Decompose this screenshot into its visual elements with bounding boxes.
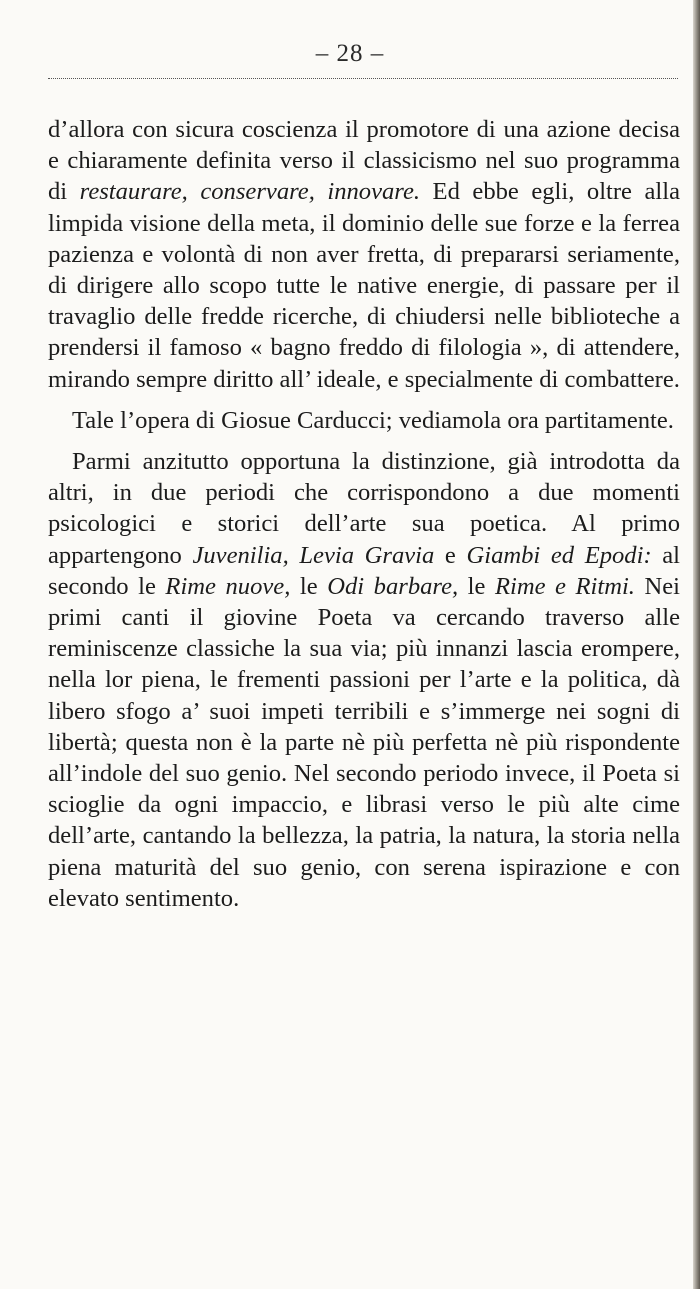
- text-segment: le: [290, 572, 328, 600]
- italic-segment: Odi barbare,: [327, 572, 459, 600]
- text-segment: le: [458, 572, 495, 600]
- italic-segment: restaurare, conservare, innovare.: [79, 178, 421, 206]
- page-number: – 28 –: [315, 40, 385, 67]
- paragraph-3: [48, 446, 680, 914]
- text-segment: Ed ebbe egli, oltre alla limpida visione della meta, il dominio delle sue forze e la ferrea pazienza e volontà di non aver fretta, di prepararsi seriamente, di dirigere allo scopo tutte le native energie, di passare per il travaglio delle fredde ricerche, di chiudersi nelle biblioteche a prendersi il famoso « bagno freddo di filologia », di attendere, mirando sempre diritto all’ ideale, e specialmente di combattere.: [48, 178, 680, 393]
- text-segment: d’allora con sicura coscienza il promotore di una azione decisa e chiaramente definita verso il classicismo nel suo programma di: [48, 116, 680, 206]
- paragraph-1: [48, 114, 680, 395]
- paragraph-2: [48, 405, 680, 436]
- header-rule: [48, 78, 678, 79]
- italic-segment: Giambi ed Epodi:: [466, 541, 652, 569]
- text-segment: al secondo le: [48, 541, 681, 600]
- text-segment: Tale l’opera di Giosue Carducci; vediamola ora partitamente.: [72, 406, 674, 434]
- page-edge: [693, 0, 700, 1289]
- text-segment: Parmi anzitutto opportuna la distinzione, già introdotta da altri, in due periodi che corrispondono a due momenti psicologici e storici dell’arte sua poetica. Al primo appartengono: [48, 448, 680, 569]
- italic-segment: Rime e Ritmi.: [494, 572, 635, 600]
- body-text: [48, 114, 680, 924]
- text-segment: Nei primi canti il giovine Poeta va cercando traverso alle reminiscenze classiche la sua via; più innanzi lascia erompere, nella lor piena, le frementi passioni per l’arte e la politica, dà libero sfogo a’ suoi impeti terribili e s’immerge nei sogni di libertà; questa non è la parte nè più perfetta nè più rispondente all’indole del suo genio. Nel secondo periodo invece, il Poeta si scioglie da ogni impaccio, e librasi verso le più alte cime dell’arte, cantando la bellezza, la patria, la natura, la storia nella piena maturità del suo genio, con serena ispirazione e con elevato sentimento.: [48, 572, 681, 912]
- italic-segment: Rime nuove,: [165, 572, 291, 600]
- italic-segment: Juvenilia, Levia Gravia: [192, 541, 435, 569]
- text-segment: e: [434, 541, 467, 569]
